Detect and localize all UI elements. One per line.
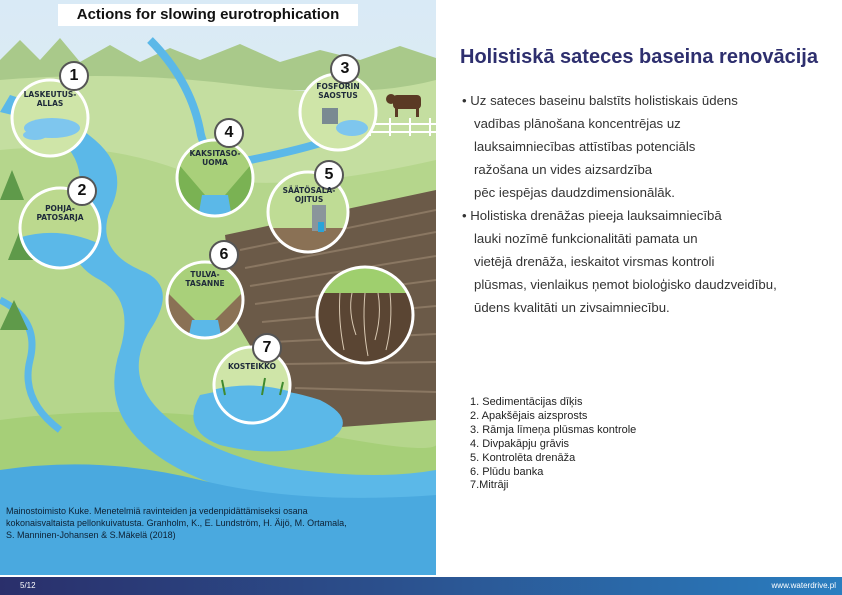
bubble-number-7: 7	[252, 333, 282, 363]
list-item: 5. Kontrolēta drenāža	[470, 451, 576, 464]
bullet-text: Uz sateces baseinu balstīts holistiskais ūdens	[470, 93, 738, 108]
bubble-number-5: 5	[314, 160, 344, 190]
bubble-label-1: LASKEUTUS- ALLAS	[23, 90, 77, 108]
source-line: S. Manninen-Johansen & S.Mäkelä (2018)	[6, 530, 176, 540]
bubble-label-2: POHJA- PATOSARJA	[36, 204, 84, 222]
bubble-number-1: 1	[59, 61, 89, 91]
bubble-label-3: FOSFORIN SAOSTUS	[316, 82, 360, 100]
bubble-label-7: KOSTEIKKO	[228, 362, 276, 371]
slide-title: Holistiskā sateces baseina renovācija	[460, 46, 818, 68]
website-link[interactable]: www.waterdrive.pl	[771, 581, 836, 590]
bubble-label-5: SÄÄTÖSALA- OJITUS	[282, 186, 336, 204]
bubble-label-4: KAKSITASO- UOMA	[189, 149, 241, 167]
bullet-line: plūsmas, vienlaikus ņemot bioloģisko daudzveidību,	[474, 277, 777, 292]
list-item: 6. Plūdu banka	[470, 465, 544, 478]
list-item: 2. Apakšējais aizsprosts	[470, 409, 588, 422]
bubble-label-6: TULVA- TASANNE	[185, 270, 225, 288]
bubble-number-2: 2	[67, 176, 97, 206]
bubble-number-3: 3	[330, 54, 360, 84]
illustration-title: Actions for slowing eurotrophication	[58, 4, 358, 26]
list-item: 3. Rāmja līmeņa plūsmas kontrole	[470, 423, 637, 436]
source-line: Mainostoimisto Kuke. Menetelmiä ravinteiden ja vedenpidättämiseksi osana	[6, 506, 308, 516]
bullet-line: ūdens kvalitāti un zivsaimniecību.	[474, 300, 670, 315]
bubble-number-4: 4	[214, 118, 244, 148]
bullet-line: vietējā drenāža, ieskaitot virsmas kontroli	[474, 254, 715, 269]
bubble-number-6: 6	[209, 240, 239, 270]
list-item: 1. Sedimentācijas dīķis	[470, 396, 583, 408]
bullet-line: lauki nozīmē funkcionalitāti pamata un	[474, 231, 698, 246]
footer-bar	[0, 577, 842, 595]
bullet-line: • Uz sateces baseinu balstīts holistiskais ūdens	[462, 93, 738, 108]
bullet-line: vadības plānošana koncentrējas uz	[474, 116, 681, 131]
bullet-line: lauksaimniecības attīstības potenciāls	[474, 139, 696, 154]
bullet-line: pēc iespējas daudzdimensionālāk.	[474, 185, 675, 200]
illustration-source	[6, 505, 416, 541]
bullet-list	[462, 89, 832, 319]
numbered-list	[470, 396, 636, 493]
list-item: 7.Mitrāji	[470, 479, 509, 492]
source-line: kokonaisvaltaista pellonkuivatusta. Granholm, K., E. Lundström, H. Äijö, M. Ortamala,	[6, 518, 347, 528]
bullet-line: • Holistiska drenāžas pieeja lauksaimniecībā	[462, 208, 722, 223]
list-item: 4. Divpakāpju grāvis	[470, 437, 570, 450]
bullet-line: ražošana un vides aizsardzība	[474, 162, 653, 177]
bullet-text: Holistiska drenāžas pieeja lauksaimniecībā	[470, 208, 722, 223]
page-number: 5/12	[20, 581, 36, 590]
